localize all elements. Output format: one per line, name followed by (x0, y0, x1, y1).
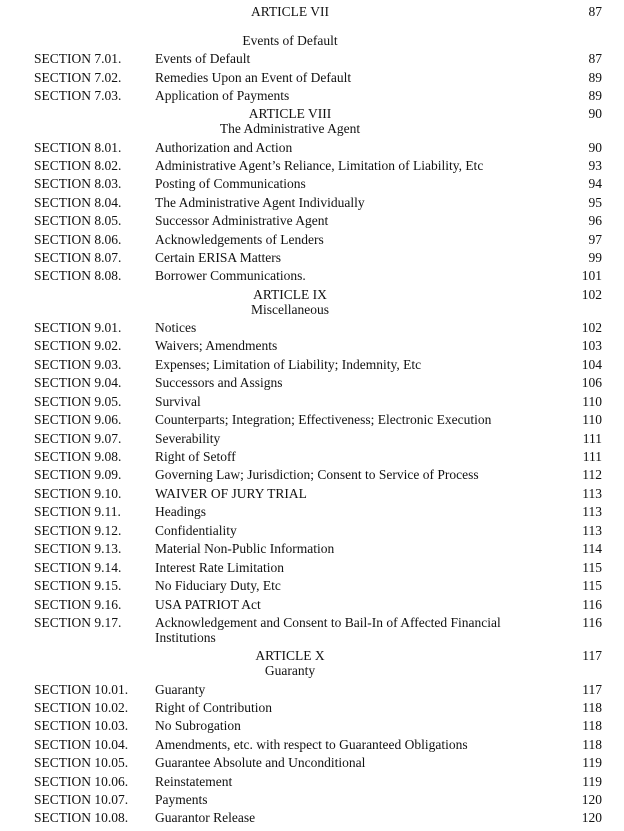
page-number: 120 (581, 792, 602, 807)
article-title: ARTICLE VII (250, 4, 330, 19)
page-number: 112 (582, 467, 602, 482)
section-number: SECTION 9.14. (34, 560, 122, 575)
section-title: No Subrogation (155, 718, 241, 733)
page-number: 116 (582, 597, 602, 612)
article-subtitle: Guaranty (264, 663, 316, 678)
section-title: Severability (155, 431, 221, 446)
section-title: Guarantee Absolute and Unconditional (155, 755, 366, 770)
page-number: 97 (588, 232, 602, 247)
page-number: 89 (588, 70, 602, 85)
section-number: SECTION 10.08. (34, 810, 129, 825)
section-number: SECTION 9.01. (34, 320, 122, 335)
page-number: 113 (582, 523, 602, 538)
section-number: SECTION 9.10. (34, 486, 122, 501)
page-number: 115 (582, 578, 602, 593)
section-title: Governing Law; Jurisdiction; Consent to Service of Process (155, 467, 479, 482)
page-number: 119 (582, 774, 602, 789)
page-number: 120 (581, 810, 602, 825)
page-number: 99 (588, 250, 602, 265)
section-title: Guarantor Release (155, 810, 256, 825)
section-number: SECTION 9.05. (34, 394, 122, 409)
section-number: SECTION 9.15. (34, 578, 122, 593)
page-number: 102 (581, 287, 602, 302)
section-number: SECTION 10.01. (34, 682, 129, 697)
section-number: SECTION 10.04. (34, 737, 129, 752)
page-number: 118 (582, 737, 602, 752)
section-number: SECTION 8.05. (34, 213, 122, 228)
page-number: 103 (581, 338, 602, 353)
section-number: SECTION 8.06. (34, 232, 122, 247)
section-title: Posting of Communications (155, 176, 306, 191)
section-title: Amendments, etc. with respect to Guaranteed Obligations (155, 737, 468, 752)
page-number: 111 (582, 431, 602, 446)
page-number: 110 (582, 412, 602, 427)
section-title: Confidentiality (155, 523, 237, 538)
article-subtitle: The Administrative Agent (219, 121, 361, 136)
section-title: Authorization and Action (155, 140, 293, 155)
section-title: Events of Default (155, 51, 251, 66)
page-number: 106 (581, 375, 602, 390)
section-number: SECTION 10.02. (34, 700, 129, 715)
page-number: 93 (588, 158, 602, 173)
section-number: SECTION 10.03. (34, 718, 129, 733)
page-number: 95 (588, 195, 602, 210)
section-title: Right of Contribution (155, 700, 273, 715)
section-title: Waivers; Amendments (155, 338, 278, 353)
section-number: SECTION 10.07. (34, 792, 129, 807)
section-number: SECTION 10.06. (34, 774, 129, 789)
page-number: 102 (581, 320, 602, 335)
section-number: SECTION 9.16. (34, 597, 122, 612)
section-title: Successors and Assigns (155, 375, 283, 390)
section-title: Right of Setoff (155, 449, 236, 464)
page-number: 87 (588, 4, 602, 19)
page-number: 101 (581, 268, 602, 283)
page-number: 94 (588, 176, 602, 191)
article-title: ARTICLE IX (253, 287, 327, 302)
section-number: SECTION 8.01. (34, 140, 122, 155)
section-number: SECTION 7.02. (34, 70, 122, 85)
section-number: SECTION 9.02. (34, 338, 122, 353)
page-number: 119 (582, 755, 602, 770)
page-number: 87 (588, 51, 602, 66)
page-number: 116 (582, 615, 602, 630)
section-title: Interest Rate Limitation (155, 560, 284, 575)
section-number: SECTION 9.11. (34, 504, 121, 519)
section-number: SECTION 9.17. (34, 615, 122, 630)
section-title: Application of Payments (155, 88, 290, 103)
section-title: WAIVER OF JURY TRIAL (155, 486, 307, 501)
section-number: SECTION 9.07. (34, 431, 122, 446)
section-title: Survival (155, 394, 201, 409)
page-number: 114 (582, 541, 602, 556)
section-number: SECTION 9.08. (34, 449, 122, 464)
page-number: 118 (582, 700, 602, 715)
section-number: SECTION 7.01. (34, 51, 122, 66)
section-number: SECTION 9.09. (34, 467, 122, 482)
section-number: SECTION 8.08. (34, 268, 122, 283)
section-title: Counterparts; Integration; Effectiveness; Electronic Execution (155, 412, 492, 427)
section-title: Successor Administrative Agent (155, 213, 329, 228)
section-number: SECTION 9.03. (34, 357, 122, 372)
article-title: ARTICLE VIII (248, 106, 332, 121)
section-number: SECTION 9.04. (34, 375, 122, 390)
section-title: Expenses; Limitation of Liability; Indemnity, Etc (155, 357, 422, 372)
page-number: 113 (582, 486, 602, 501)
page-number: 89 (588, 88, 602, 103)
section-title: USA PATRIOT Act (155, 597, 261, 612)
article-subtitle: Events of Default (242, 33, 338, 48)
page-number: 117 (582, 682, 602, 697)
section-title: No Fiduciary Duty, Etc (155, 578, 281, 593)
section-number: SECTION 9.13. (34, 541, 122, 556)
page-number: 111 (582, 449, 602, 464)
page-number: 104 (581, 357, 602, 372)
article-subtitle: Miscellaneous (251, 302, 329, 317)
page-number: 117 (582, 648, 602, 663)
section-title: Payments (155, 792, 208, 807)
section-title: Administrative Agent’s Reliance, Limitation of Liability, Etc (155, 158, 484, 173)
page-number: 96 (588, 213, 602, 228)
section-title: Headings (155, 504, 206, 519)
page-number: 113 (582, 504, 602, 519)
section-number: SECTION 10.05. (34, 755, 129, 770)
section-title: The Administrative Agent Individually (155, 195, 365, 210)
section-title: Material Non-Public Information (155, 541, 335, 556)
section-number: SECTION 8.02. (34, 158, 122, 173)
section-number: SECTION 9.12. (34, 523, 122, 538)
page-number: 90 (588, 106, 602, 121)
page-number: 90 (588, 140, 602, 155)
section-number: SECTION 8.07. (34, 250, 122, 265)
page-number: 118 (582, 718, 602, 733)
section-title: Certain ERISA Matters (155, 250, 281, 265)
section-number: SECTION 9.06. (34, 412, 122, 427)
section-title-continued: Institutions (155, 630, 216, 645)
section-title: Acknowledgements of Lenders (155, 232, 324, 247)
section-number: SECTION 8.04. (34, 195, 122, 210)
page-number: 115 (582, 560, 602, 575)
article-title: ARTICLE X (255, 648, 325, 663)
section-title: Remedies Upon an Event of Default (155, 70, 352, 85)
page-number: 110 (582, 394, 602, 409)
section-title: Acknowledgement and Consent to Bail-In of Affected Financial (155, 615, 501, 630)
section-title: Reinstatement (155, 774, 233, 789)
section-title: Guaranty (155, 682, 206, 697)
section-title: Borrower Communications. (155, 268, 306, 283)
section-title: Notices (155, 320, 197, 335)
section-number: SECTION 8.03. (34, 176, 122, 191)
section-number: SECTION 7.03. (34, 88, 122, 103)
